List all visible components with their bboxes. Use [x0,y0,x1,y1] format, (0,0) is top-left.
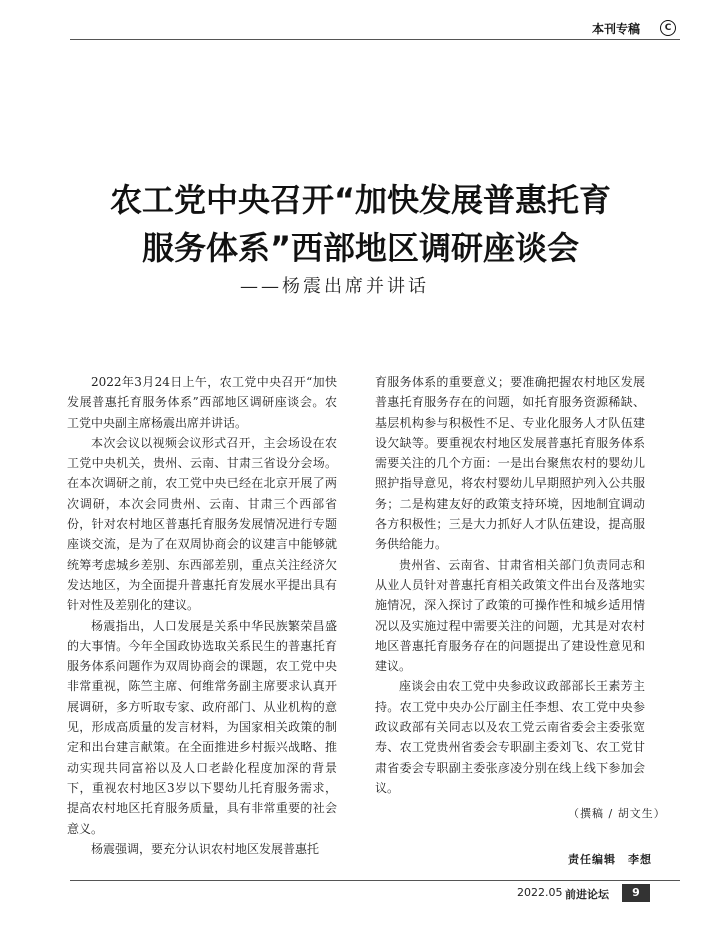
paragraph: 座谈会由农工党中央参政议政部部长王素芳主持。农工党中央办公厅副主任李想、农工党中央参政议政部有关同志以及农工党云南省委会主委张宽寿、农工党贵州省委会专职副主委刘飞、农工党甘肃省委会专职副主委张彦凌分别在线上线下参加会议。 [375,679,645,795]
right-column [375,372,645,798]
article-subtitle: ——杨震出席并讲话 [240,276,429,297]
title-line-2: 服务体系”西部地区调研座谈会 [141,229,580,267]
magazine-name: 前进论坛 [565,888,609,901]
paragraph: 杨震指出，人口发展是关系中华民族繁荣昌盛的大事情。今年全国政协选取关系民生的普惠托育服务体系问题作为双周协商会的课题，农工党中央非常重视，陈竺主席、何维常务副主席要求认真开展调研，多方听取专家、政府部门、从业机构的意见，形成高质量的发言材料，为国家相关政策的制定和出台建言献策。在全面推进乡村振兴战略、推动实现共同富裕以及人口老龄化程度加深的背景下，重视农村地区3岁以下婴幼儿托育服务需求，提高农村地区托育服务质量，具有非常重要的社会意义。 [67,618,337,836]
paragraph: 杨震强调，要充分认识农村地区发展普惠托 [91,841,320,856]
issue-date: 2022.05 [517,886,563,899]
title-line-1: 农工党中央召开“加快发展普惠托育 [109,181,612,219]
footer-divider [70,880,680,881]
editor-credit: 责任编辑 李想 [568,853,652,866]
author-credit: （撰稿 / 胡文生） [568,807,666,820]
header-divider [70,39,680,40]
page-number: 9 [622,884,650,902]
section-logo-icon: C [660,20,676,36]
paragraph: 本次会议以视频会议形式召开，主会场设在农工党中央机关，贵州、云南、甘肃三省设分会场。在本次调研之前，农工党中央已经在北京开展了两次调研，本次会同贵州、云南、甘肃三个西部省份，针对农村地区普惠托育服务发展情况进行专题座谈交流，是为了在双周协商会的议建言中能够就统筹考虑城乡差别、东西部差别，重点关注经济欠发达地区，为全面提升普惠托育发展水平提出具有针对性及差别化的建议。 [67,435,337,613]
paragraph: 2022年3月24日上午，农工党中央召开“加快发展普惠托育服务体系”西部地区调研座谈会。农工党中央副主席杨震出席并讲话。 [67,375,337,430]
section-label: 本刊专稿 [592,22,641,36]
left-column [67,372,337,859]
paragraph: 育服务体系的重要意义；要准确把握农村地区发展普惠托育服务存在的问题，如托育服务资源稀缺、基层机构参与积极性不足、专业化服务人才队伍建设欠缺等。要重视农村地区发展普惠托育服务体系需要关注的几个方面：一是出台聚焦农村的婴幼儿照护指导意见，将农村婴幼儿早期照护列入公共服务；二是构建友好的政策支持环境，因地制宜调动各方积极性；三是大力抓好人才队伍建设，提高服务供给能力。 [375,375,645,552]
paragraph: 贵州省、云南省、甘肃省相关部门负责同志和从业人员针对普惠托育相关政策文件出台及落地实施情况，深入探讨了政策的可操作性和城乡适用情况以及实施过程中需要关注的问题，尤其是对农村地区普惠托育服务存在的问题提出了建设性意见和建议。 [375,557,645,674]
article-title [0,176,721,272]
